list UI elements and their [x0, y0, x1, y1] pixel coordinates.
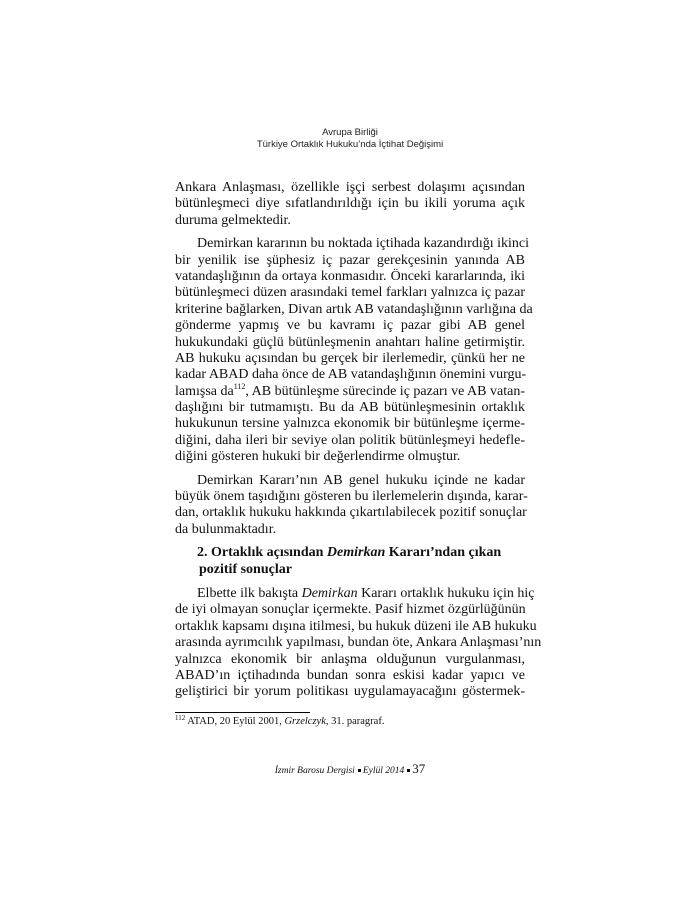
text-line: [175, 449, 525, 465]
text-run: büyük önem taşıdığını gösteren bu ilerlemelerin dışında, karar-: [175, 489, 528, 505]
text-run: , AB bütünleşme sürecinde iç pazarı ve AB vatan-: [245, 383, 525, 399]
text-line: [175, 196, 525, 212]
text-run: ABAD’ın içtihadında bundan sonra eskisi kadar yapıcı ve: [175, 667, 525, 683]
paragraph: [175, 236, 533, 465]
text-line: [175, 400, 525, 416]
text-line: [175, 668, 525, 684]
text-line: [175, 180, 525, 196]
text-line: [175, 489, 528, 505]
bullet-icon: [407, 769, 410, 772]
text-run: de iyi olmayan sonuçlar içermekte. Pasif hizmet özgürlüğünün: [175, 602, 526, 618]
text-run: kadar ABAD daha önce de AB vatandaşlığının önemini vurgu-: [175, 367, 527, 383]
text-line: [175, 213, 525, 229]
text-line: [175, 416, 525, 432]
text-run: Demirkan Kararı’nın AB genel hukuku içinde ne kadar: [197, 472, 525, 488]
running-header-subtitle: Türkiye Ortaklık Hukuku’nda İçtihat Değişimi: [256, 139, 444, 150]
text-run: diğini, daha ileri bir seviye olan politik bütünleşmeyi hedefle-: [175, 432, 525, 448]
text-line: [175, 522, 525, 538]
text-run: geliştirici bir yorum politikası uygulamayacağını göstermek-: [175, 684, 525, 700]
text-line: [175, 301, 533, 318]
text-line: [175, 585, 535, 602]
issue-date: Eylül 2014: [362, 766, 405, 776]
text-line: [175, 335, 525, 351]
running-header-title: Avrupa Birliği: [322, 127, 378, 138]
journal-name: İzmir Barosu Dergisi: [274, 766, 355, 776]
text-line: [175, 433, 525, 449]
heading-line: [175, 562, 525, 578]
heading-line: [175, 545, 525, 561]
footnote-number: 112: [175, 714, 186, 722]
text-run: hukukunun tersine yalnızca ekonomik bir bütünleşme içerme-: [175, 416, 525, 432]
text-run: 2. Ortaklık açısından: [197, 545, 327, 561]
text-run: pozitif sonuçlar: [199, 561, 292, 577]
text-run: bütünleşmeci diye sıfatlandırıldığı için bu ikili yoruma açık: [175, 196, 525, 212]
text-run: da bulunmaktadır.: [175, 521, 277, 537]
text-run: lamışsa da: [175, 383, 234, 399]
bullet-icon: [358, 769, 361, 772]
footnote-ref: 112: [233, 381, 246, 391]
paragraph: [175, 472, 528, 539]
text-run: arasında ayrımcılık yapılması, bundan öte, Ankara Anlaşması’nın: [175, 635, 542, 651]
text-line: [175, 253, 525, 269]
paragraph: [175, 585, 542, 701]
text-run: Demirkan kararının bu noktada içtihada kazandırdığı ikinci: [197, 236, 529, 252]
text-line: [175, 505, 525, 521]
text-run: dan, ortaklık hukuku hakkında çıkartılabilecek pozitif sonuçlar: [175, 505, 527, 521]
text-run: vatandaşlığının da ortaya konmasıdır. Önceki kararlarında, iki: [175, 268, 525, 284]
paragraph: [175, 180, 525, 229]
text-run: hukukundaki güçlü bütünleşmenin anahtarı haline getirmiştir.: [175, 334, 525, 350]
italic-text: Demirkan: [301, 585, 358, 601]
text-run: diğini gösteren hukuki bir değerlendirme olmuştur.: [175, 449, 461, 465]
section-heading: [175, 545, 525, 578]
text-line: [175, 269, 525, 285]
footnote: $^{112}$ ATAD, 20 Eylül 2001, Grzelczyk, 31. paragraf.: [175, 714, 385, 727]
text-run: Kararı ortaklık hukuku için hiç: [357, 585, 535, 601]
body-text: [175, 180, 542, 708]
text-line: [175, 351, 525, 367]
text-run: bir yenilik ise şüphesiz iç pazar gerekçesinin yanında AB: [175, 252, 525, 268]
text-line: [175, 285, 525, 301]
text-run: daşlığını bir tutmamıştı. Bu da AB bütünleşmesinin ortaklık: [175, 400, 525, 416]
text-line: [175, 652, 525, 668]
text-run: duruma gelmektedir.: [175, 212, 291, 228]
text-run: AB hukuku açısından bu gerçek bir ilerlemedir, çünkü her ne: [175, 350, 525, 366]
footnote-rule: [175, 712, 310, 713]
text-run: gönderme yapmış ve bu kavramı iç pazar gibi AB genel: [175, 318, 525, 334]
text-line: [175, 236, 529, 252]
text-line: [175, 684, 525, 700]
text-line: [175, 473, 525, 489]
text-line: [175, 318, 525, 334]
text-run: kriterine bağlarken, Divan artık AB vatandaşlığının varlığına da: [175, 301, 533, 317]
text-line: [175, 602, 525, 618]
text-run: Elbette ilk bakışta: [197, 585, 302, 601]
text-run: Ankara Anlaşması, özellikle işçi serbest dolaşımı açısından: [175, 180, 525, 195]
text-line: [175, 381, 525, 400]
page-footer: [0, 761, 700, 777]
italic-text: Demirkan: [326, 545, 386, 561]
text-line: [175, 367, 525, 383]
text-run: ortaklık kapsamı dışına itilmesi, bu hukuk düzeni ile AB hukuku: [175, 618, 537, 634]
text-line: [175, 635, 542, 651]
text-run: yalnızca ekonomik bir anlaşma olduğunun vurgulanması,: [175, 651, 525, 667]
text-run: bütünleşmeci düzen arasındaki temel farkları yalnızca iç pazar: [175, 285, 525, 301]
text-line: [175, 618, 537, 635]
text-run: Kararı’ndan çıkan: [385, 545, 502, 561]
page-number: 37: [412, 761, 426, 776]
